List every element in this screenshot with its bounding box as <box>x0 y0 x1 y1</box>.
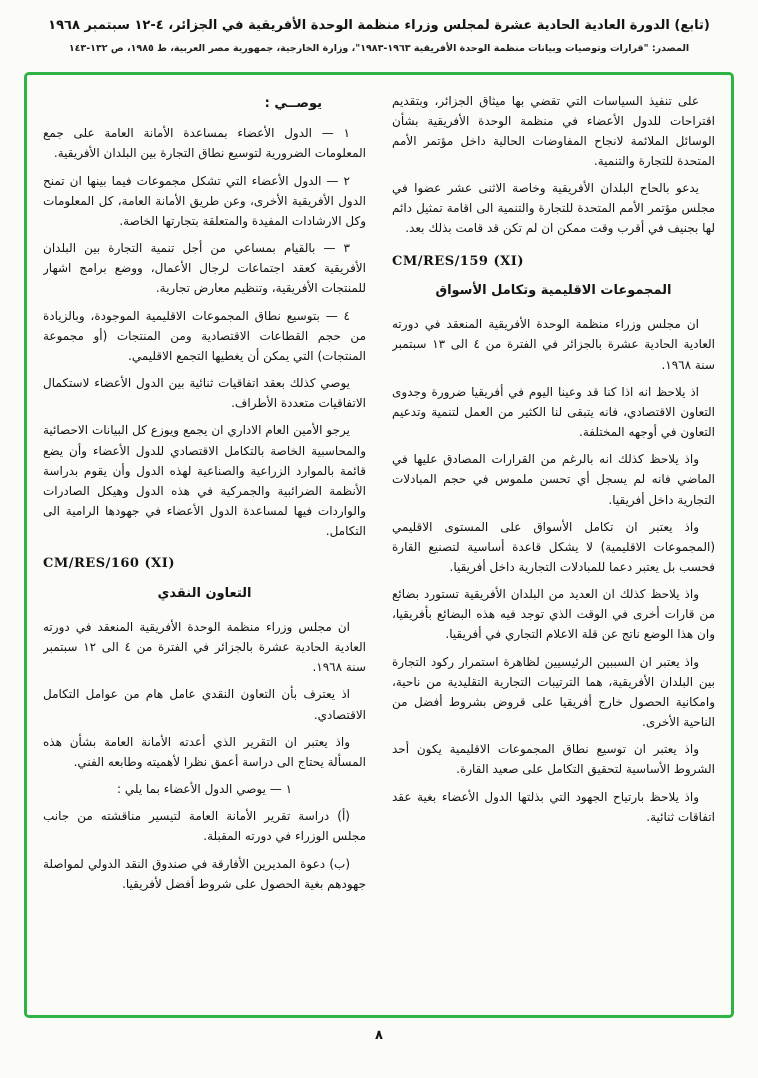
paragraph: على تنفيذ السياسات التي تقضي بها ميثاق الجزائر، وبتقديم اقتراحات للدول الأعضاء في منظمة الوحدة الأفريقية بشأن الوسائل الملائمة لانجاح المفاوضات الحالية داخل مؤتمر الأمم المتحدة للتجارة والتنمية. <box>392 93 715 168</box>
resolution-number: CM/RES/159 (XI) <box>392 253 524 269</box>
section-subheading: يوصــي : <box>264 95 322 111</box>
column-right <box>392 91 715 1005</box>
paragraph: واذ يلاحظ كذلك ان العديد من البلدان الأفريقية تستورد بضائع من قارات أخرى في الوقت الذي توجد فيه هذه البضائع بأفريقيا، وان هذا الوضع ناتج عن قلة الاعلام التجاري في أفريقيا. <box>392 587 715 642</box>
paragraph: ١ — الدول الأعضاء بمساعدة الأمانة العامة على جمع المعلومات الضرورية لتوسيع نطاق التجارة بين البلدان الأفريقية. <box>43 126 366 161</box>
paragraph: واذ يعتبر ان السببين الرئيسيين لظاهرة استمرار ركود التجارة بين البلدان الأفريقية، هما الترتيبات التجارية التقليدية من ناحية، وامكانية الحصول خارج أفريقيا على قروض بشروط أفضل من الناحية الأخرى. <box>392 654 715 730</box>
paragraph: اذ يلاحظ انه اذا كنا قد وعينا اليوم في أفريقيا ضرورة وجدوى التعاون الاقتصادي، فانه يتبقى لنا الكثير من العمل لتنمية وتدعيم التعاون في أوجهه المختلفة. <box>392 384 715 440</box>
resolution-number: CM/RES/160 (XI) <box>43 556 175 572</box>
paragraph: واذ يعتبر ان تكامل الأسواق على المستوى الاقليمي (المجموعات الاقليمية) لا يشكل قاعدة أساسية لتصنيع القارة فحسب بل يعتبر دعما للمبادلات التجارية داخل أفريقيا. <box>392 519 715 574</box>
paragraph: ٢ — الدول الأعضاء التي تشكل مجموعات فيما بينها ان تمنح الدول الأفريقية الأخرى، وعن طريق الأمانة العامة، كل المعلومات وكل الارشادات المفيدة والمتعلقة بتجارتها الخاصة. <box>43 173 366 228</box>
document-title: (تابع) الدورة العادية الحادية عشرة لمجلس وزراء منظمة الوحدة الأفريقية في الجزائر، ٤-١٢ سبتمبر ١٩٦٨ <box>48 18 710 33</box>
page-header <box>0 0 758 54</box>
paragraph: ان مجلس وزراء منظمة الوحدة الأفريقية المنعقد في دورته العادية الحادية عشرة بالجزائر في الفترة من ٤ الى ١٣ سبتمبر سنة ١٩٦٨. <box>392 317 715 372</box>
paragraph: ان مجلس وزراء منظمة الوحدة الأفريقية المنعقد في دورته العادية الحادية عشرة بالجزائر في الفترة من ٤ الى ١٢ سبتمبر سنة ١٩٦٨. <box>43 619 366 675</box>
paragraph: ٣ — بالقيام بمساعي من أجل تنمية التجارة بين البلدان الأفريقية كعقد اجتماعات لرجال الأعمال، ووضع برامج اشهار للمنتجات الأفريقية، وتنظيم معارض تجارية. <box>43 241 366 296</box>
paragraph: واذ يعتبر ان التقرير الذي أعدته الأمانة العامة بشأن هذه المسألة يحتاج الى دراسة أعمق نظرا لأهميته وطابعه الفني. <box>43 734 366 769</box>
text-columns <box>43 91 715 1005</box>
page-number: ٨ <box>375 1027 383 1043</box>
paragraph: ١ — يوصي الدول الأعضاء بما يلي : <box>116 782 293 797</box>
content-frame <box>24 72 734 1018</box>
source-citation: المصدر: "قرارات وتوصيات وبيانات منظمة الوحدة الأفريقية ١٩٦٣-١٩٨٣"، وزارة الخارجية، جمهورية مصر العربية، ط ١٩٨٥، ص ١٣٢-١٤٣ <box>68 42 690 54</box>
section-heading: التعاون النقدي <box>157 586 252 602</box>
paragraph: يرجو الأمين العام الاداري ان يجمع ويوزع كل البيانات الاحصائية والمحاسبية الخاصة بالتكامل الاقتصادي للدول الأعضاء وأن يضع قائمة بالموارد الزراعية والصناعية لهذه الدول وأن يقوم بدراسة الأنظمة الضرائبية والجمركية في هذه الدول وهيكل الصادرات والواردات فيها لمساعدة الدول الأعضاء في جهودها الرامية الى التكامل. <box>43 423 366 539</box>
paragraph: ٤ — بتوسيع نطاق المجموعات الاقليمية الموجودة، وبالزيادة من حجم القطاعات الاقتصادية ومن المنتجات (أو مجموعة المنتجات) التي يمكن أن يغطيها التجمع الاقليمي. <box>43 308 366 363</box>
paragraph: يدعو بالحاح البلدان الأفريقية وخاصة الاثنى عشر عضوا في مجلس مؤتمر الأمم المتحدة للتجارة والتنمية الى اقامة تمثيل دائم لها بجنيف في أقرب وقت ممكن ان لم تكن قد قامت بذلك بعد. <box>392 181 715 236</box>
paragraph: واذ يلاحظ بارتياح الجهود التي بذلتها الدول الأعضاء بغية عقد اتفاقات ثنائية. <box>392 789 715 824</box>
paragraph: (ب) دعوة المديرين الأفارقة في صندوق النقد الدولي لمواصلة جهودهم بغية الحصول على شروط أفضل لأفريقيا. <box>43 856 366 891</box>
column-left <box>43 91 366 1005</box>
paragraph: واذ يعتبر ان توسيع نطاق المجموعات الاقليمية يكون أحد الشروط الأساسية لتحقيق التكامل على صعيد القارة. <box>392 742 715 777</box>
paragraph: واذ يلاحظ كذلك انه بالرغم من القرارات المصادق عليها في الماضي فانه لم يسجل أي تحسن ملموس في حجم المبادلات التجارية داخل أفريقيا. <box>392 452 715 507</box>
paragraph: يوصي كذلك بعقد اتفاقيات ثنائية بين الدول الأعضاء لاستكمال الاتفاقيات متعددة الأطراف. <box>43 376 366 411</box>
paragraph: اذ يعترف بأن التعاون النقدي عامل هام من عوامل التكامل الاقتصادي. <box>43 687 366 722</box>
paragraph: (أ) دراسة تقرير الأمانة العامة لتيسير مناقشته من جانب مجلس الوزراء في دورته المقبلة. <box>43 809 366 844</box>
section-heading: المجموعات الاقليمية وتكامل الأسواق <box>435 283 672 299</box>
